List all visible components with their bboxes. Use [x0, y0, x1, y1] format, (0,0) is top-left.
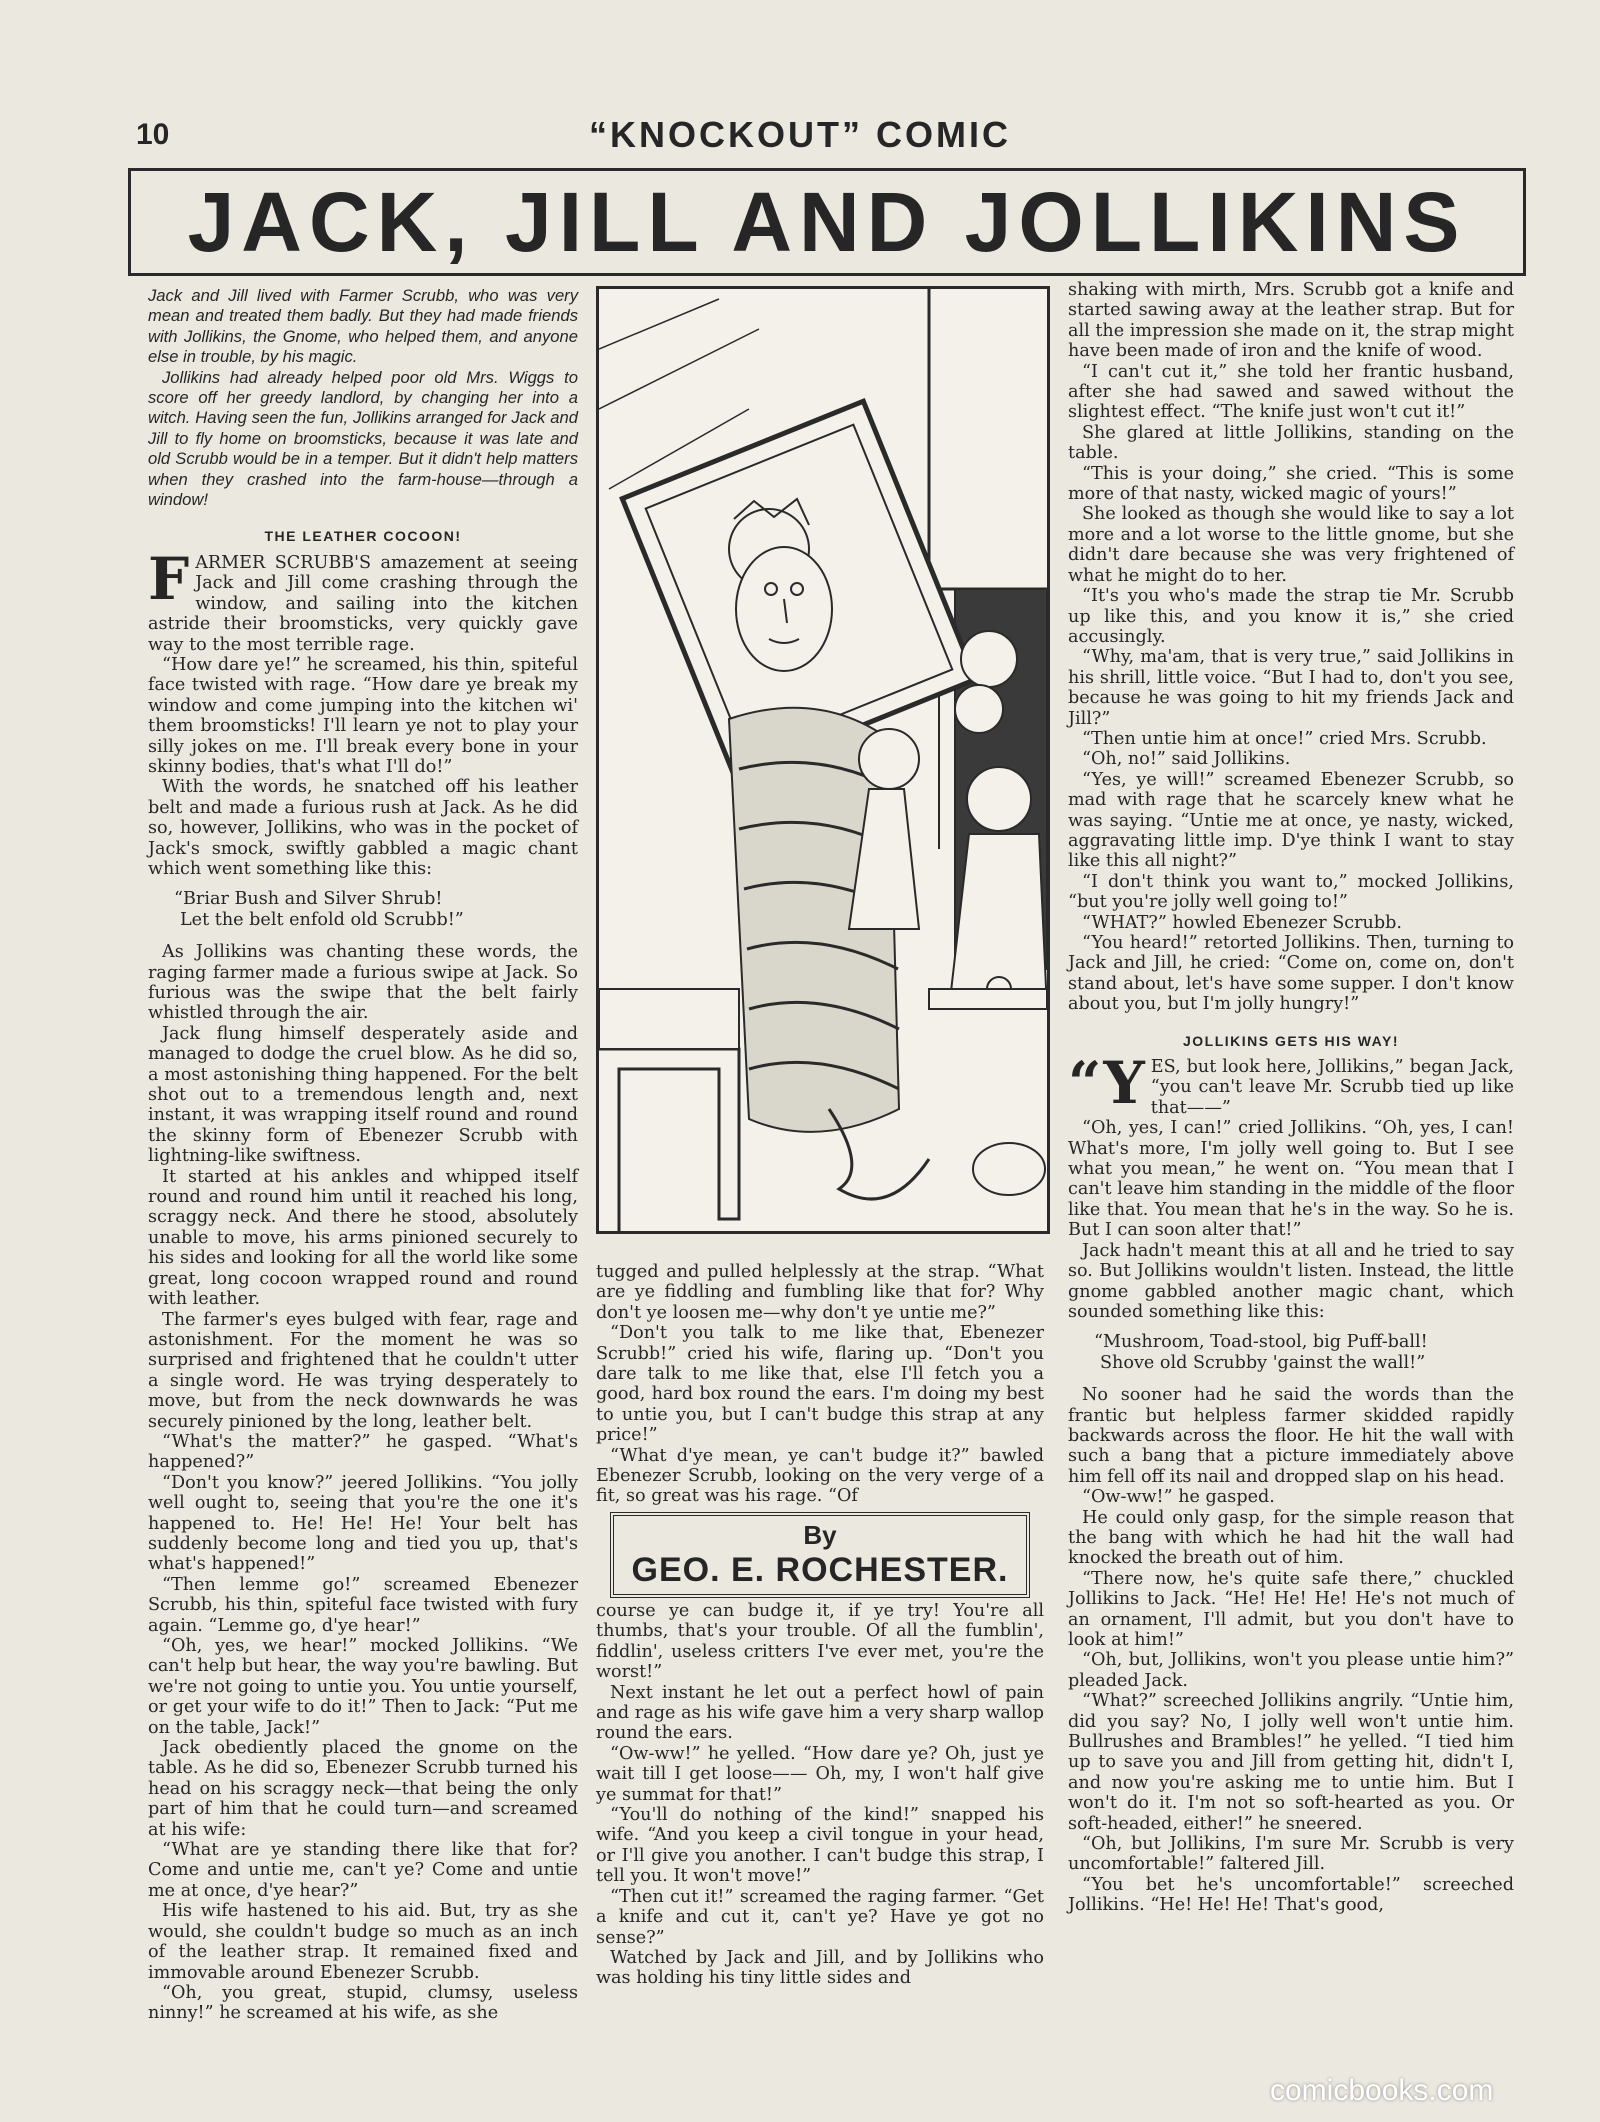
paragraph: “You bet he's uncomfortable!” screeched Jollikins. “He! He! He! That's good, [1068, 1874, 1514, 1916]
paragraph: “Then untie him at once!” cried Mrs. Scrubb. [1082, 728, 1487, 749]
paragraph: “What's the matter?” he gasped. “What's happened?” [148, 1431, 578, 1473]
paragraph: Watched by Jack and Jill, and by Jollikins who was holding his tiny little sides and [596, 1947, 1044, 1989]
magic-chant [1068, 1332, 1514, 1373]
paragraph: shaking with mirth, Mrs. Scrubb got a knife and started sawing away at the leather strap. But for all the impression she made on it, the strap might have been made of iron and the knife of wood. [1068, 280, 1514, 362]
paragraph: “Why, ma'am, that is very true,” said Jollikins in his shrill, little voice. “But I had to, don't you see, because he was going to hit my friends Jack and Jill?” [1068, 647, 1514, 729]
paragraph: No sooner had he said the words than the frantic but helpless farmer skidded rapidly backwards across the floor. He hit the wall with such a bang that a picture immediately above him fell off its nail and dropped slap on his head. [1068, 1385, 1514, 1487]
paragraph: As Jollikins was chanting these words, the raging farmer made a furious swipe at Jack. So furious was the swipe that the belt fairly whistled through the air. [148, 942, 578, 1024]
paragraph: course ye can budge it, if ye try! You're all thumbs, that's your trouble. Of all the fumblin', fiddlin', useless critters I've ever met, you're the worst!” [596, 1601, 1044, 1683]
column-1 [148, 286, 578, 2024]
section-heading: JOLLIKINS GETS HIS WAY! [1182, 1032, 1399, 1049]
paragraph: “Don't you talk to me like that, Ebenezer Scrubb!” cried his wife, flaring up. “Don't you dare talk to me like that, else I'll fetch you a good, hard box round the ears. I'm doing my best to untie you, but I can't budge this strap at any price!” [596, 1323, 1044, 1446]
chant-line: Shove old Scrubby 'gainst the wall!” [1100, 1352, 1426, 1373]
paragraph: “What d'ye mean, ye can't budge it?” bawled Ebenezer Scrubb, looking on the very verge of a fit, so great was his rage. “Of [596, 1445, 1044, 1507]
paragraph: “Oh, but, Jollikins, won't you please untie him?” pleaded Jack. [1068, 1650, 1514, 1691]
site-watermark: comicbooks.com [1270, 2074, 1494, 2107]
paragraph: Jack hadn't meant this at all and he tried to say so. But Jollikins wouldn't listen. Instead, the little gnome gabbled another magic chant, which sounded something like this: [1068, 1240, 1514, 1322]
paragraph: Next instant he let out a perfect howl of pain and rage as his wife gave him a very sharp wallop round the ears. [596, 1682, 1044, 1744]
paragraph: He could only gasp, for the simple reason that the bang with which he had hit the wall had knocked the breath out of him. [1068, 1507, 1514, 1569]
paragraph: “Oh, no!” said Jollikins. [1082, 749, 1291, 770]
paragraph: “This is your doing,” she cried. “This is some more of that nasty, wicked magic of yours!” [1068, 463, 1514, 505]
paragraph: “Ow-ww!” he yelled. “How dare ye? Oh, just ye wait till I get loose—— Oh, my, I won't half give ye summat for that!” [596, 1743, 1044, 1805]
chant-line: “Mushroom, Toad-stool, big Puff-ball! [1094, 1332, 1428, 1353]
intro-block [148, 286, 578, 510]
byline-box [610, 1512, 1030, 1598]
paragraph: “Oh, you great, stupid, clumsy, useless ninny!” he screamed at his wife, as she [148, 1982, 578, 2024]
paragraph: Jack flung himself desperately aside and managed to dodge the cruel blow. As he did so, a most astonishing thing happened. For the belt shot out to a tremendous length and, next instant, it was wrapping itself round and round the skinny form of Ebenezer Scrubb with lightning-like swiftness. [148, 1023, 578, 1167]
paragraph: “It's you who's made the strap tie Mr. Scrubb up like this, and you know it is,” she cried accusingly. [1068, 586, 1514, 647]
paragraph: “There now, he's quite safe there,” chuckled Jollikins to Jack. “He! He! He! He's not much of an ornament, I'll admit, but you don't have to look at him!” [1068, 1568, 1514, 1650]
illustration-drawing [599, 289, 1047, 1231]
paragraph: “What?” screeched Jollikins angrily. “Untie him, did you say? No, I jolly well won't untie him. Bullrushes and Brambles!” he yelled. “I tied him up to save you and Jill from getting hit, didn't I, and now you're asking me to untie him. But I won't do it. I'm not so soft-hearted as you. Or soft-headed, either!” he sneered. [1068, 1691, 1514, 1834]
drop-cap: Y [1103, 1049, 1145, 1118]
paragraph: “Yes, ye will!” screamed Ebenezer Scrubb, so mad with rage that he scarcely knew what he was saying. “Untie me at once, ye nasty, wicked, aggravating little imp. D'ye think I want to stay like this all night?” [1068, 769, 1514, 872]
drop-cap: “ [1068, 1049, 1102, 1118]
section-heading: THE LEATHER COCOON! [264, 528, 462, 545]
paragraph: “Ow-ww!” he gasped. [1082, 1487, 1275, 1508]
paragraph: “Oh, yes, I can!” cried Jollikins. “Oh, yes, I can! What's more, I'm jolly well going to. But I see what you mean,” he went on. “You mean that I can't leave him standing in the middle of the floor like that. You mean that he's in the way. So he is. But I can soon alter that!” [1068, 1118, 1514, 1241]
paragraph: With the words, he snatched off his leather belt and made a furious rush at Jack. As he did so, however, Jollikins, who was in the pocket of Jack's smock, swiftly gabbled a magic chant which went something like this: [148, 777, 578, 879]
paragraph: tugged and pulled helplessly at the strap. “What are ye fiddling and fumbling like that for? Why don't ye loosen me—why don't ye untie me?” [596, 1262, 1044, 1323]
paragraph: “You heard!” retorted Jollikins. Then, turning to Jack and Jill, he cried: “Come on, come on, don't stand about, let's have some supper. I don't know about you, but I'm jolly hungry!” [1068, 933, 1514, 1015]
running-head: “KNOCKOUT” COMIC [589, 114, 1011, 155]
paragraph: “WHAT?” howled Ebenezer Scrubb. [1082, 912, 1402, 933]
paragraph: She looked as though she would like to say a lot more and a lot worse to the little gnome, but she didn't dare because she was very frightened of what he might do to her. [1068, 504, 1514, 586]
chant-line: “Briar Bush and Silver Shrub! [174, 889, 443, 910]
paragraph: It started at his ankles and whipped itself round and round him until it reached his long, scraggy neck. And there he stood, absolutely unable to move, his arms pinioned securely to his sides and looking for all the world like some great, long cocoon wrapped round and round with leather. [148, 1166, 578, 1310]
magic-chant [148, 889, 578, 930]
opening-text: ES, but look here, Jollikins,” began Jack, “you can't leave Mr. Scrubb tied up like that——” [1150, 1057, 1514, 1118]
paragraph: “I can't cut it,” she told her frantic husband, after she had sawed and sawed without the slightest effect. “The knife just won't cut it!” [1068, 361, 1514, 423]
paragraph: The farmer's eyes bulged with fear, rage and astonishment. For the moment he was so surprised and frightened that he couldn't utter a single word. He was trying desperately to move, but from the neck downwards he was securely pinioned by the long, leather belt. [148, 1309, 578, 1432]
column-3 [1068, 280, 1514, 1916]
author-name: GEO. E. ROCHESTER. [631, 1551, 1009, 1589]
paragraph: “You'll do nothing of the kind!” snapped his wife. “And you keep a civil tongue in your head, or I'll give you another. I can't budge this strap, I tell you. It won't move!” [596, 1805, 1044, 1887]
paragraph: “What are ye standing there like that for? Come and untie me, can't ye? Come and untie me at once, d'ye hear?” [148, 1840, 578, 1901]
column-2-top [596, 1262, 1044, 1507]
paragraph: “Oh, yes, we hear!” mocked Jollikins. “We can't help but hear, the way you're bawling. But we're not going to untie you. You untie yourself, or get your wife to do it!” Then to Jack: “Put me on the table, Jack!” [148, 1636, 578, 1738]
paragraph: “I don't think you want to,” mocked Jollikins, “but you're jolly well going to!” [1068, 871, 1514, 913]
intro-paragraph: Jack and Jill lived with Farmer Scrubb, who was very mean and treated them badly. But they had made friends with Jollikins, the Gnome, who helped them, and anyone else in trouble, by his magic. [148, 286, 578, 367]
opening-paragraph [148, 544, 578, 655]
paragraph: His wife hastened to his aid. But, try as she would, she couldn't budge so much as an inch of the leather strap. It remained fixed and immovable around Ebenezer Scrubb. [148, 1901, 578, 1983]
column-2-bottom [596, 1601, 1044, 1989]
title-box [128, 168, 1526, 276]
intro-paragraph: Jollikins had already helped poor old Mrs. Wiggs to score off her greedy landlord, by changing her into a witch. Having seen the fun, Jollikins arranged for Jack and Jill to fly home on broomsticks, because it was late and old Scrubb would be in a temper. But it didn't help matters when they crashed into the farm-house—through a window! [148, 367, 578, 510]
story-title: JACK, JILL AND JOLLIKINS [187, 174, 1467, 269]
paragraph: “Oh, but Jollikins, I'm sure Mr. Scrubb is very uncomfortable!” faltered Jill. [1068, 1834, 1514, 1875]
opening-paragraph [1068, 1049, 1514, 1118]
drop-cap: F [148, 544, 190, 613]
byline-by: By [803, 1520, 837, 1550]
page-number: 10 [136, 118, 170, 151]
paragraph: She glared at little Jollikins, standing on the table. [1068, 422, 1514, 464]
paragraph: “Then cut it!” screamed the raging farmer. “Get a knife and cut it, can't ye? Have ye got no sense?” [596, 1886, 1044, 1948]
paragraph: Jack obediently placed the gnome on the table. As he did so, Ebenezer Scrubb turned his head on his scraggy neck—that being the only part of him that he could turn—and screamed at his wife: [148, 1738, 578, 1840]
paragraph: “How dare ye!” he screamed, his thin, spiteful face twisted with rage. “How dare ye break my window and come jumping into the kitchen wi' them broomsticks! I'll learn ye not to play your silly jokes on me. I'll break every bone in your skinny bodies, that's what I'll do!” [148, 654, 578, 777]
paragraph: “Don't you know?” jeered Jollikins. “You jolly well ought to, seeing that you're the one it's happened to. He! He! He! Your belt has suddenly become long and tied you up, that's what's happened!” [148, 1472, 578, 1575]
chant-line: Let the belt enfold old Scrubb!” [180, 909, 464, 930]
opening-text: ARMER SCRUBB'S amazement at seeing Jack and Jill come crashing through the window, and sailing into the kitchen astride their broomsticks, very quickly gave way to the most terrible rage. [148, 552, 578, 655]
paragraph: “Then lemme go!” screamed Ebenezer Scrubb, his thin, spiteful face twisted with fury again. “Lemme go, d'ye hear!” [148, 1574, 578, 1636]
story-illustration [596, 286, 1050, 1234]
